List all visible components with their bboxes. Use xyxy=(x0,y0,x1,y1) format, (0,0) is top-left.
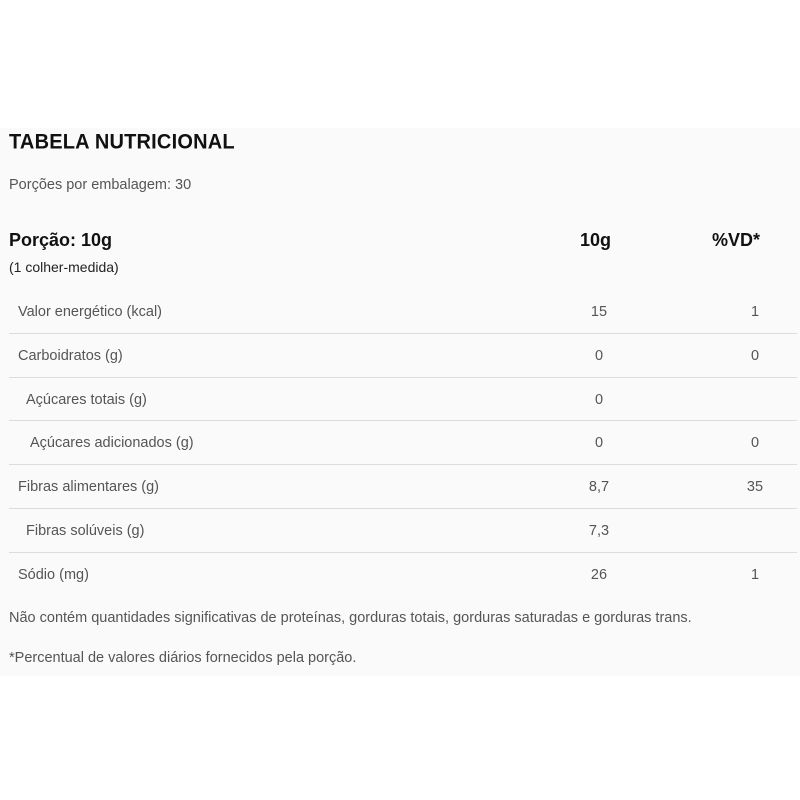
table-row xyxy=(9,553,797,596)
nutrient-label: Açúcares adicionados (g) xyxy=(30,435,194,452)
nutrient-daily-value: 35 xyxy=(746,479,764,496)
nutrient-label: Fibras alimentares (g) xyxy=(18,479,160,496)
nutrient-label: Valor energético (kcal) xyxy=(18,304,162,320)
nutrient-amount: 0 xyxy=(594,347,604,364)
footnote-not-significant: Não contém quantidades significativas de proteínas, gorduras totais, gorduras saturadas e gorduras trans. xyxy=(9,610,692,626)
table-row xyxy=(9,378,797,422)
column-header-daily-value: %VD* xyxy=(712,230,761,250)
nutrient-daily-value: 1 xyxy=(750,566,760,583)
portion-measure: (1 colher-medida) xyxy=(9,259,119,275)
nutrient-rows xyxy=(9,290,797,596)
nutrient-amount: 7,3 xyxy=(588,522,610,539)
table-title: TABELA NUTRICIONAL xyxy=(9,130,235,154)
table-row xyxy=(9,334,797,378)
nutrient-amount: 15 xyxy=(590,304,608,320)
portion-label: Porção: 10g xyxy=(9,230,113,250)
nutrient-daily-value: 1 xyxy=(750,304,760,320)
nutrient-amount: 8,7 xyxy=(588,479,610,496)
nutrient-label: Sódio (mg) xyxy=(18,566,89,583)
column-header-amount: 10g xyxy=(580,230,612,250)
nutrient-label: Fibras solúveis (g) xyxy=(26,522,145,539)
nutrient-label: Açúcares totais (g) xyxy=(26,391,147,408)
table-row xyxy=(9,290,797,334)
nutrient-daily-value: 0 xyxy=(750,347,760,364)
table-row xyxy=(9,421,797,465)
nutrient-amount: 0 xyxy=(594,435,604,452)
table-row xyxy=(9,509,797,553)
nutrient-amount: 0 xyxy=(594,391,604,408)
nutrient-label: Carboidratos (g) xyxy=(18,347,123,364)
footnote-percent-daily-value: *Percentual de valores diários fornecidos pela porção. xyxy=(9,650,357,666)
table-row xyxy=(9,465,797,509)
nutrient-amount: 26 xyxy=(590,566,608,583)
servings-per-package: Porções por embalagem: 30 xyxy=(9,177,192,193)
nutrient-daily-value: 0 xyxy=(750,435,760,452)
